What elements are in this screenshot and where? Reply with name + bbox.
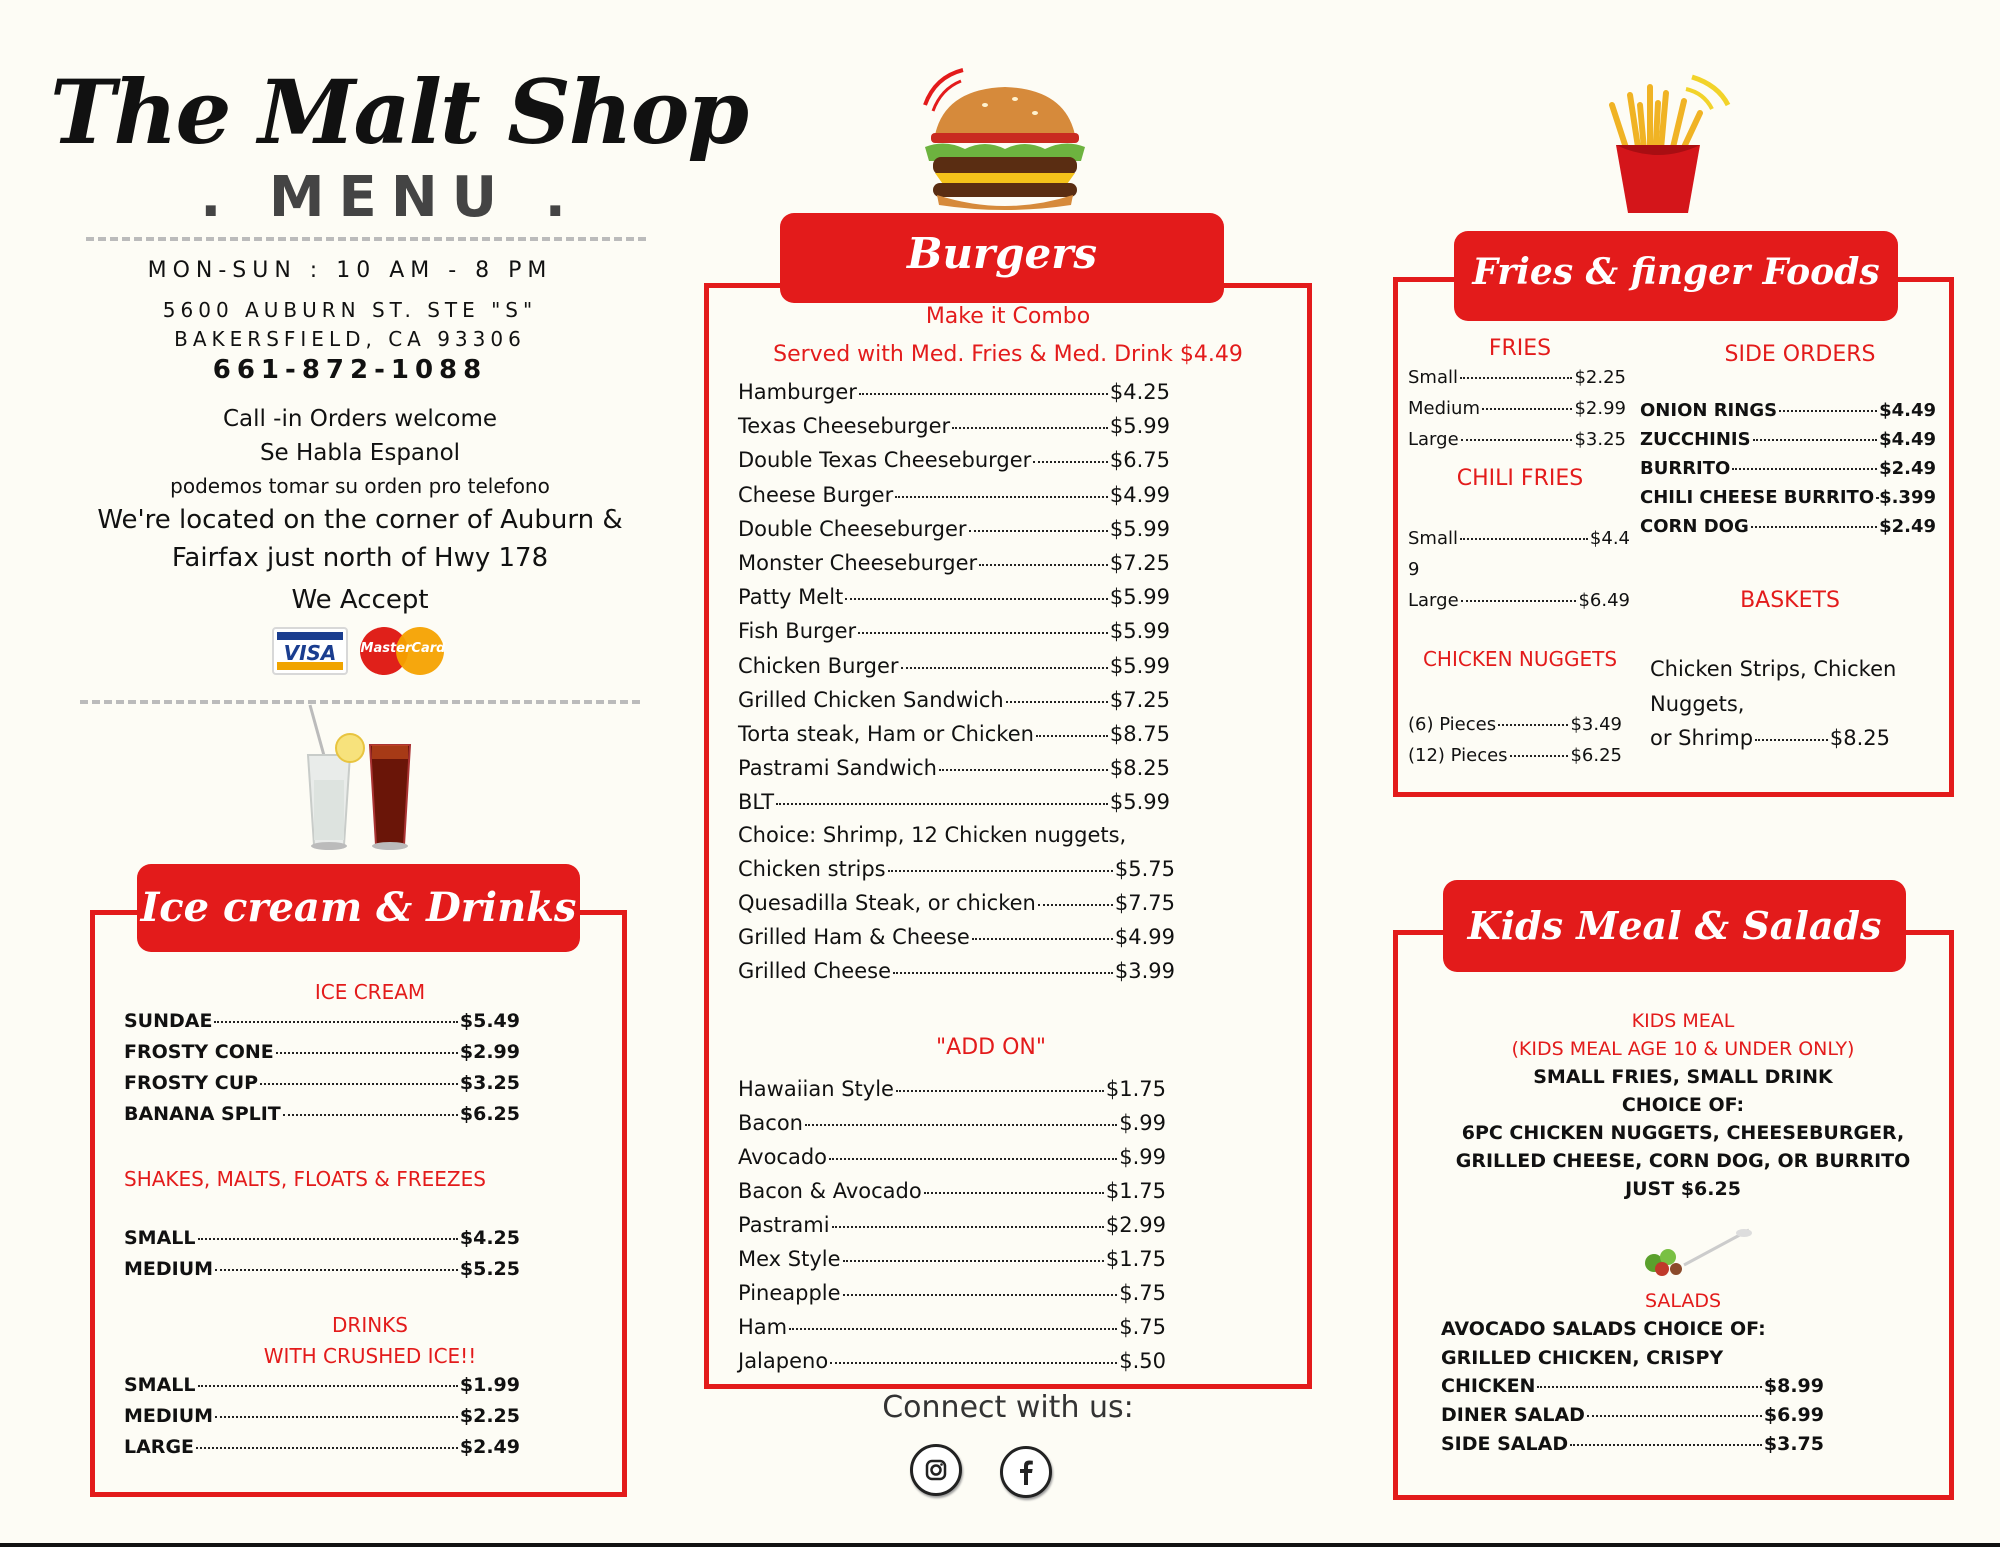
- menu-item: [1640, 487, 1936, 508]
- item-price: $3.99: [1114, 959, 1175, 983]
- item-price: $3.25: [1574, 429, 1626, 450]
- dot-leader: [789, 1328, 1117, 1330]
- item-name: Mex Style: [738, 1247, 841, 1271]
- item-name: Bacon: [738, 1111, 803, 1135]
- item-name: MEDIUM: [124, 1258, 214, 1280]
- fries-heading: FRIES: [1488, 336, 1552, 361]
- item-name: SUNDAE: [124, 1010, 213, 1032]
- item-name: SMALL: [124, 1227, 196, 1249]
- item-name: ZUCCHINIS: [1640, 429, 1751, 450]
- item-name: LARGE: [124, 1436, 195, 1458]
- menu-item: [1441, 1404, 1824, 1426]
- shakes-heading: SHAKES, MALTS, FLOATS & FREEZES: [124, 1167, 486, 1191]
- dot-leader: [924, 1192, 1104, 1194]
- item-price: $5.49: [459, 1010, 520, 1032]
- item-price: $1.75: [1105, 1179, 1166, 1203]
- dot-leader: [972, 938, 1113, 940]
- burgers-title: Burgers: [780, 213, 1224, 303]
- item-price: $2.25: [459, 1405, 520, 1427]
- dot-leader: [1038, 904, 1113, 906]
- ice-cream-heading: ICE CREAM: [314, 980, 426, 1004]
- item-name: Texas Cheeseburger: [738, 414, 951, 439]
- item-price: $6.99: [1763, 1404, 1824, 1426]
- dot-leader: [845, 598, 1108, 600]
- kids-line-5: JUST $6.25: [1625, 1178, 1741, 1200]
- item-price: $5.75: [1114, 857, 1175, 881]
- item-price: $8.25: [1829, 726, 1890, 750]
- dot-leader: [969, 530, 1108, 532]
- menu-item: [738, 1213, 1166, 1237]
- menu-item: [738, 756, 1170, 780]
- addon-heading: "ADD ON": [936, 1035, 1046, 1060]
- item-price: $8.99: [1763, 1375, 1824, 1397]
- item-name: Hawaiian Style: [738, 1077, 894, 1101]
- kids-line-1: SMALL FRIES, SMALL DRINK: [1533, 1066, 1833, 1088]
- item-price: $2.99: [1105, 1213, 1166, 1237]
- address-line-1: 5600 AUBURN ST. STE "S": [162, 298, 538, 322]
- item-name: Chicken strips: [738, 857, 886, 881]
- item-name: Cheese Burger: [738, 482, 894, 507]
- item-price: $2.25: [1574, 367, 1626, 388]
- menu-item: [738, 619, 1170, 643]
- menu-item: [1408, 714, 1622, 735]
- dot-leader: [1876, 497, 1877, 499]
- item-price: $8.25: [1109, 756, 1170, 781]
- menu-item: [1408, 528, 1630, 549]
- item-name: CHILI CHEESE BURRITO: [1640, 487, 1875, 508]
- menu-item: [1650, 726, 1890, 750]
- item-price: $1.75: [1105, 1247, 1166, 1271]
- item-price: $7.25: [1109, 551, 1170, 575]
- bottom-rule: [0, 1543, 2000, 1547]
- menu-item: [738, 688, 1170, 712]
- item-price: $.99: [1119, 1145, 1166, 1169]
- dot-leader: [1033, 461, 1108, 463]
- menu-item: [738, 790, 1170, 814]
- item-price: $7.25: [1109, 687, 1170, 712]
- dot-leader: [843, 1294, 1118, 1296]
- dot-leader: [952, 427, 1108, 429]
- fries-image: [1600, 65, 1740, 220]
- item-name: Medium: [1408, 398, 1480, 419]
- dot-leader: [198, 1238, 458, 1240]
- kids-line-4: GRILLED CHEESE, CORN DOG, OR BURRITO: [1455, 1150, 1911, 1172]
- location-line-1: We're located on the corner of Auburn &: [97, 505, 623, 535]
- dot-leader: [196, 1447, 458, 1449]
- item-name: BURRITO: [1640, 458, 1731, 479]
- fries-title: Fries & finger Foods: [1454, 231, 1898, 321]
- item-price: $.399: [1879, 487, 1936, 508]
- shop-title: The Malt Shop: [50, 60, 747, 164]
- dot-leader: [276, 1052, 458, 1054]
- item-price: $2.49: [1879, 458, 1936, 479]
- dot-leader: [260, 1083, 458, 1085]
- dot-leader: [1460, 538, 1588, 540]
- item-name: SIDE SALAD: [1441, 1433, 1569, 1455]
- dot-leader: [1537, 1386, 1761, 1388]
- menu-item: [738, 1281, 1166, 1305]
- menu-item: [738, 380, 1170, 404]
- dot-leader: [214, 1021, 457, 1023]
- item-price: $8.75: [1109, 722, 1170, 746]
- connect-text: Connect with us:: [882, 1390, 1134, 1425]
- menu-item: [124, 1072, 520, 1094]
- instagram-icon[interactable]: [910, 1444, 962, 1496]
- menu-item: [738, 585, 1170, 609]
- item-price: $.99: [1119, 1111, 1166, 1135]
- item-name: Grilled Chicken Sandwich: [738, 687, 1004, 712]
- dot-leader: [1036, 735, 1108, 737]
- spanish-phone-text: podemos tomar su orden pro telefono: [170, 474, 550, 498]
- dot-leader: [830, 1362, 1117, 1364]
- item-price: $4.49: [1879, 400, 1936, 421]
- nuggets-heading: CHICKEN NUGGETS: [1422, 647, 1618, 671]
- item-name: CHICKEN: [1441, 1375, 1536, 1397]
- menu-item: [738, 959, 1175, 983]
- salad-line-2: GRILLED CHICKEN, CRISPY: [1441, 1347, 1724, 1369]
- ice-cream-drinks-title: Ice cream & Drinks: [137, 864, 580, 952]
- item-price: $5.99: [1109, 619, 1170, 644]
- item-name: Grilled Ham & Cheese: [738, 925, 970, 949]
- item-name: Torta steak, Ham or Chicken: [738, 722, 1034, 746]
- item-price: $2.99: [459, 1041, 520, 1063]
- item-name: Fish Burger: [738, 619, 857, 644]
- item-name: Small: [1408, 528, 1458, 549]
- menu-item: [1408, 367, 1626, 388]
- menu-item: [1441, 1433, 1824, 1455]
- dot-leader: [888, 870, 1113, 872]
- item-name: Avocado: [738, 1145, 828, 1169]
- menu-item: [1408, 590, 1630, 611]
- item-price: $5.99: [1109, 585, 1170, 610]
- item-price: $2.49: [459, 1436, 520, 1458]
- menu-item: [1640, 429, 1936, 450]
- menu-item: [738, 654, 1170, 678]
- divider: [86, 237, 646, 241]
- item-price: $6.75: [1109, 448, 1170, 473]
- item-price: $1.99: [459, 1374, 520, 1396]
- item-name: or Shrimp: [1650, 726, 1754, 750]
- salad-line-1: AVOCADO SALADS CHOICE OF:: [1441, 1318, 1766, 1340]
- item-price: $.50: [1119, 1349, 1166, 1373]
- kids-line-3: 6PC CHICKEN NUGGETS, CHEESEBURGER,: [1461, 1122, 1905, 1144]
- item-price: $5.99: [1109, 516, 1170, 541]
- item-name: ONION RINGS: [1640, 400, 1778, 421]
- dot-leader: [939, 769, 1108, 771]
- chili-heading: CHILI FRIES: [1456, 466, 1584, 491]
- kids-subheading: (KIDS MEAL AGE 10 & UNDER ONLY): [1511, 1038, 1855, 1060]
- menu-item: [738, 1349, 1166, 1373]
- item-name: (12) Pieces: [1408, 745, 1508, 766]
- dot-leader: [895, 496, 1108, 498]
- location-line-2: Fairfax just north of Hwy 178: [171, 543, 549, 573]
- menu-item: [124, 1374, 520, 1396]
- menu-item: [1408, 429, 1626, 450]
- menu-item: [738, 1077, 1166, 1101]
- facebook-icon[interactable]: [1000, 1446, 1052, 1498]
- menu-item: [124, 1227, 520, 1249]
- menu-item: [738, 414, 1170, 438]
- item-name: Grilled Cheese: [738, 959, 892, 983]
- menu-item: [1408, 559, 1630, 580]
- combo-heading: Make it Combo: [925, 304, 1091, 329]
- item-price: $7.75: [1114, 891, 1175, 915]
- item-name: MEDIUM: [124, 1405, 214, 1427]
- item-name: Jalapeno: [738, 1349, 829, 1373]
- item-name: Quesadilla Steak, or chicken: [738, 891, 1036, 915]
- item-name: Pineapple: [738, 1281, 841, 1305]
- kids-line-2: CHOICE OF:: [1621, 1094, 1745, 1116]
- dot-leader: [829, 1158, 1117, 1160]
- choice-line: Choice: Shrimp, 12 Chicken nuggets,: [738, 823, 1127, 847]
- we-accept-label: We Accept: [291, 585, 429, 615]
- menu-item: [124, 1041, 520, 1063]
- baskets-line-2: Nuggets,: [1650, 692, 1745, 716]
- dot-leader: [832, 1226, 1104, 1228]
- item-price: $.75: [1119, 1315, 1166, 1339]
- menu-item: [738, 1145, 1166, 1169]
- menu-item: [738, 891, 1175, 915]
- item-name: Large: [1408, 429, 1459, 450]
- menu-item: [738, 551, 1170, 575]
- visa-icon: VISA: [272, 627, 348, 675]
- item-name: Double Cheeseburger: [738, 516, 967, 541]
- dot-leader: [1510, 755, 1569, 757]
- menu-item: [738, 722, 1170, 746]
- item-name: Bacon & Avocado: [738, 1179, 922, 1203]
- dot-leader: [805, 1124, 1117, 1126]
- baskets-heading: BASKETS: [1740, 588, 1840, 613]
- item-name: Small: [1408, 367, 1458, 388]
- item-name: (6) Pieces: [1408, 714, 1497, 735]
- item-name: Double Texas Cheeseburger: [738, 448, 1032, 473]
- item-name: DINER SALAD: [1441, 1404, 1585, 1426]
- burger-image: [905, 65, 1105, 215]
- item-price: $5.99: [1109, 414, 1170, 439]
- item-price: $5.99: [1109, 653, 1170, 678]
- side-orders-heading: SIDE ORDERS: [1724, 342, 1876, 367]
- dot-leader: [198, 1385, 458, 1387]
- menu-item: [738, 448, 1170, 472]
- menu-item: [738, 1179, 1166, 1203]
- dot-leader: [1461, 600, 1577, 602]
- dot-leader: [215, 1416, 458, 1418]
- item-price: $6.25: [459, 1103, 520, 1125]
- menu-heading: . MENU .: [200, 165, 580, 230]
- item-price: $3.25: [459, 1072, 520, 1094]
- menu-item: [124, 1103, 520, 1125]
- menu-item: [738, 1111, 1166, 1135]
- dot-leader: [1779, 410, 1877, 412]
- dot-leader: [1587, 1415, 1762, 1417]
- item-price: $4.99: [1114, 925, 1175, 949]
- item-name: Monster Cheeseburger: [738, 551, 978, 575]
- item-name: Chicken Burger: [738, 653, 899, 678]
- item-price: $5.25: [459, 1258, 520, 1280]
- phone-number: 661-872-1088: [212, 355, 488, 385]
- item-price: $2.49: [1879, 516, 1936, 537]
- mastercard-icon: MasterCard: [360, 627, 446, 675]
- baskets-line-1: Chicken Strips, Chicken: [1650, 657, 1897, 681]
- item-price: $4.99: [1109, 482, 1170, 507]
- item-price: $1.75: [1105, 1077, 1166, 1101]
- item-price: $6.25: [1570, 745, 1622, 766]
- drinks-subheading: WITH CRUSHED ICE!!: [263, 1344, 477, 1368]
- dot-leader: [896, 1090, 1104, 1092]
- item-name: 9: [1408, 559, 1420, 580]
- item-name: SMALL: [124, 1374, 196, 1396]
- dot-leader: [859, 393, 1108, 395]
- menu-item: [1640, 458, 1936, 479]
- dot-leader: [1732, 468, 1877, 470]
- menu-item: [124, 1010, 520, 1032]
- menu-item: [124, 1258, 520, 1280]
- dot-leader: [1755, 739, 1828, 741]
- dot-leader: [1751, 526, 1877, 528]
- menu-item: [738, 1315, 1166, 1339]
- dot-leader: [1460, 377, 1572, 379]
- menu-item: [124, 1405, 520, 1427]
- menu-item: [738, 1247, 1166, 1271]
- item-name: FROSTY CUP: [124, 1072, 259, 1094]
- dot-leader: [1482, 408, 1572, 410]
- dot-leader: [1753, 439, 1877, 441]
- dot-leader: [901, 667, 1108, 669]
- menu-item: [124, 1436, 520, 1458]
- item-name: Large: [1408, 590, 1459, 611]
- item-name: Hamburger: [738, 380, 857, 404]
- menu-item: [1640, 516, 1936, 537]
- menu-item: [738, 857, 1175, 881]
- drinks-image: [290, 700, 440, 855]
- item-name: Patty Melt: [738, 585, 844, 610]
- item-name: BLT: [738, 790, 775, 815]
- dot-leader: [1498, 724, 1568, 726]
- dot-leader: [1461, 439, 1573, 441]
- item-name: FROSTY CONE: [124, 1041, 274, 1063]
- item-price: $4.4: [1589, 528, 1630, 549]
- item-price: $4.49: [1879, 429, 1936, 450]
- menu-item: [1408, 398, 1626, 419]
- kids-heading: KIDS MEAL: [1631, 1010, 1735, 1032]
- dot-leader: [858, 632, 1108, 634]
- hours: MON-SUN : 10 AM - 8 PM: [147, 258, 553, 283]
- item-price: $3.49: [1570, 714, 1622, 735]
- drinks-heading: DRINKS: [332, 1313, 408, 1337]
- menu-item: [1640, 400, 1936, 421]
- spanish-text: Se Habla Espanol: [259, 440, 461, 466]
- dot-leader: [1570, 1444, 1762, 1446]
- menu-item: [738, 517, 1170, 541]
- dot-leader: [215, 1269, 458, 1271]
- menu-item: [1408, 745, 1622, 766]
- dot-leader: [283, 1114, 458, 1116]
- dot-leader: [843, 1260, 1104, 1262]
- dot-leader: [893, 972, 1113, 974]
- item-price: $4.25: [459, 1227, 520, 1249]
- item-price: $4.25: [1109, 380, 1170, 404]
- item-price: $5.99: [1109, 790, 1170, 815]
- call-in-text: Call -in Orders welcome: [222, 406, 498, 432]
- kids-salads-title: Kids Meal & Salads: [1443, 880, 1906, 972]
- menu-item: [1441, 1375, 1824, 1397]
- dot-leader: [979, 564, 1108, 566]
- item-price: $6.49: [1578, 590, 1630, 611]
- item-price: $2.99: [1574, 398, 1626, 419]
- item-price: $3.75: [1763, 1433, 1824, 1455]
- item-name: BANANA SPLIT: [124, 1103, 281, 1125]
- item-price: $.75: [1119, 1281, 1166, 1305]
- item-name: CORN DOG: [1640, 516, 1749, 537]
- item-name: Ham: [738, 1315, 788, 1339]
- salads-heading: SALADS: [1644, 1290, 1722, 1312]
- address-line-2: BAKERSFIELD, CA 93306: [174, 327, 526, 351]
- combo-subheading: Served with Med. Fries & Med. Drink $4.49: [773, 342, 1243, 367]
- dot-leader: [1006, 701, 1108, 703]
- menu-item: [738, 483, 1170, 507]
- payment-cards: [272, 627, 452, 677]
- item-name: Pastrami: [738, 1213, 830, 1237]
- salad-image: [1634, 1225, 1754, 1285]
- menu-item: [738, 925, 1175, 949]
- dot-leader: [776, 803, 1108, 805]
- item-name: Pastrami Sandwich: [738, 756, 937, 781]
